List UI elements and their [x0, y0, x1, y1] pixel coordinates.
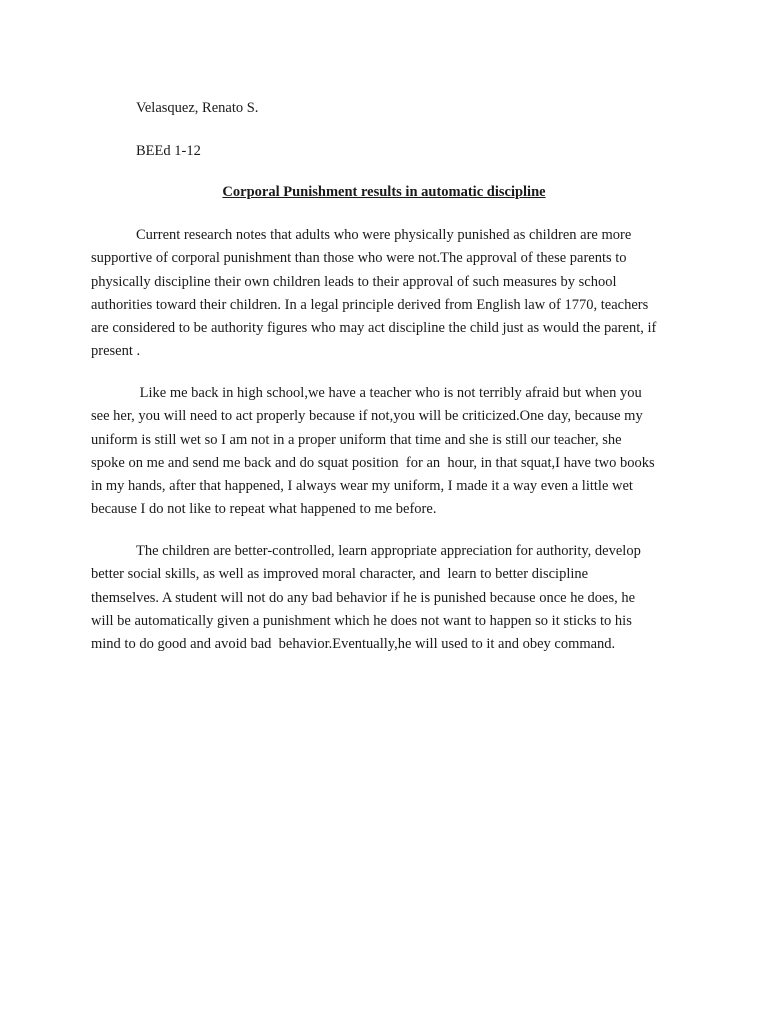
paragraph-line: see her, you will need to act properly because if not,you will be criticized.One day, because my — [91, 408, 643, 425]
paragraph-line: supportive of corporal punishment than those who were not.The approval of these parents to — [91, 250, 627, 267]
paragraph-line: present . — [91, 343, 141, 360]
paragraph-1 — [91, 224, 667, 364]
paragraph-line: Like me back in high school,we have a teacher who is not terribly afraid but when you — [136, 385, 642, 401]
essay-title: Corporal Punishment results in automatic discipline — [222, 184, 546, 200]
paragraph-line: mind to do good and avoid bad behavior.Eventually,he will used to it and obey command. — [91, 636, 616, 653]
paragraph-line: The children are better-controlled, learn appropriate appreciation for authority, develop — [136, 543, 641, 559]
paragraph-line: better social skills, as well as improved moral character, and learn to better discipline — [91, 566, 589, 583]
paragraph-line: physically discipline their own children leads to their approval of such measures by school — [91, 273, 617, 290]
paragraph-line: because I do not like to repeat what happened to me before. — [91, 501, 437, 518]
author-name: Velasquez, Renato S. — [136, 100, 259, 116]
paragraph-line: spoke on me and send me back and do squat position for an hour, in that squat,I have two books — [91, 454, 655, 471]
paragraph-2 — [91, 382, 667, 522]
paragraph-line: Current research notes that adults who were physically punished as children are more — [136, 227, 632, 243]
paragraph-line: themselves. A student will not do any bad behavior if he is punished because once he does, he — [91, 589, 636, 606]
paragraph-line: authorities toward their children. In a legal principle derived from English law of 1770, teachers — [91, 296, 649, 313]
paragraph-line: in my hands, after that happened, I always wear my uniform, I made it a way even a little wet — [91, 478, 633, 495]
paragraph-line: uniform is still wet so I am not in a proper uniform that time and she is still our teacher, she — [91, 431, 622, 448]
paragraph-3 — [91, 540, 667, 656]
course-section: BEEd 1-12 — [136, 143, 201, 159]
paragraph-line: are considered to be authority figures who may act discipline the child just as would the parent, if — [91, 320, 657, 337]
paragraph-line: will be automatically given a punishment which he does not want to happen so it sticks to his — [91, 612, 632, 629]
